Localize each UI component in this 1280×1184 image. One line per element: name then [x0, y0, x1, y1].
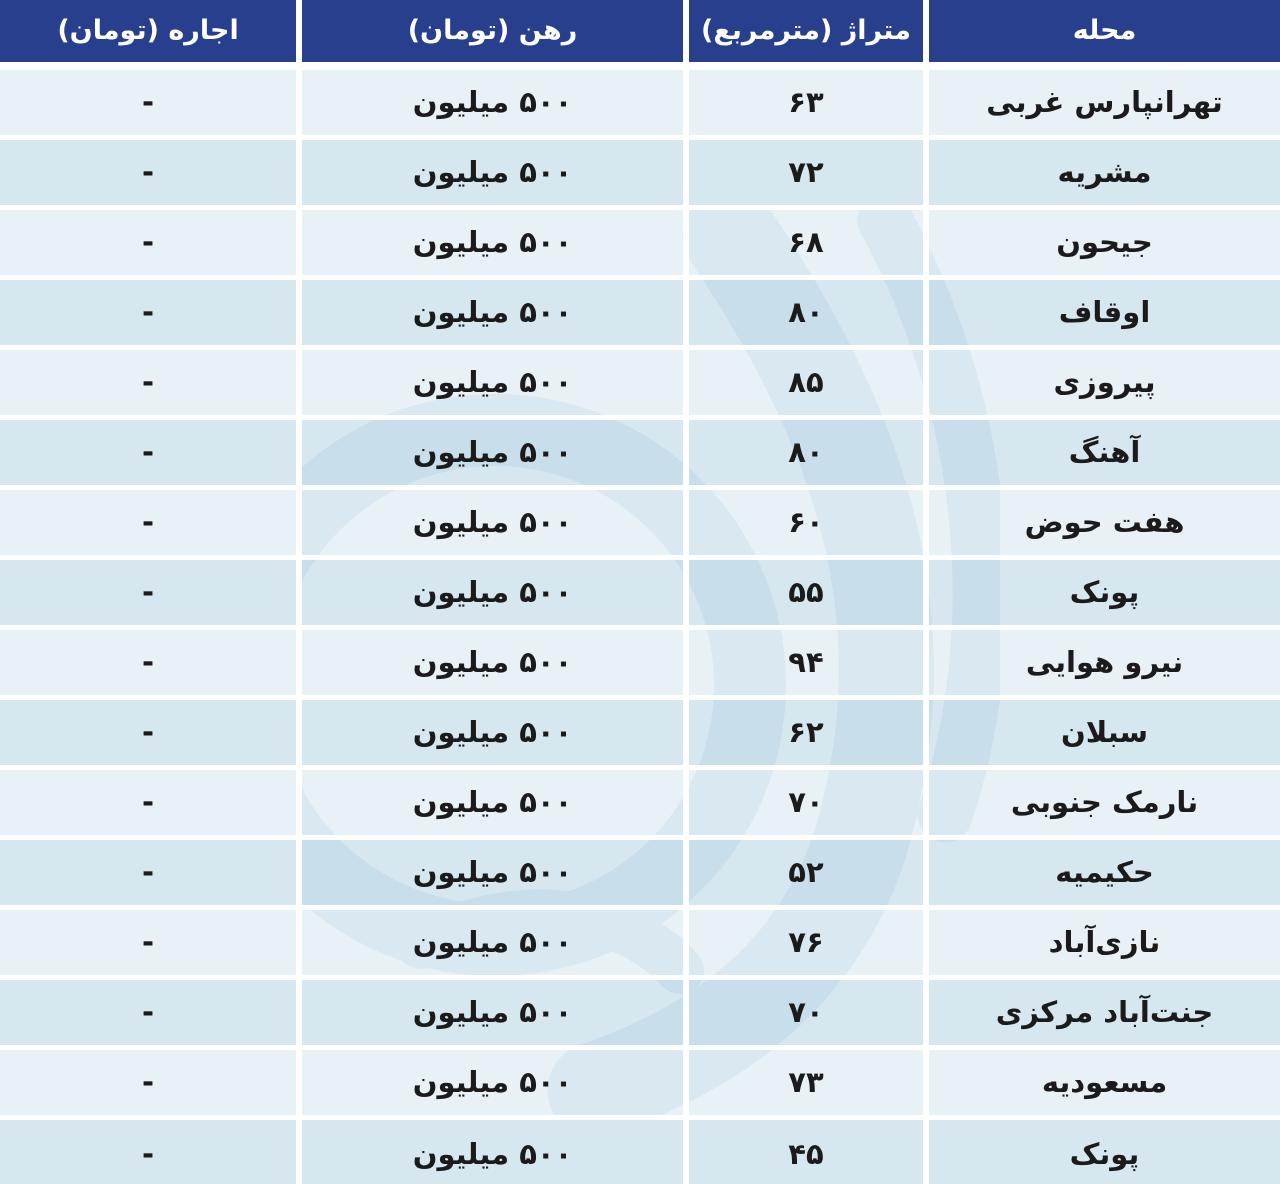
area-cell: ۶۰ — [683, 490, 923, 560]
area-cell: ۸۵ — [683, 350, 923, 420]
area-cell: ۹۴ — [683, 630, 923, 700]
deposit-cell: ۵۰۰ میلیون — [296, 490, 683, 560]
neighborhood-cell: مسعودیه — [923, 1050, 1280, 1120]
column-header-deposit: رهن (تومان) — [296, 0, 683, 67]
neighborhood-cell: مشریه — [923, 140, 1280, 210]
neighborhood-cell: پونک — [923, 1120, 1280, 1184]
area-cell: ۴۵ — [683, 1120, 923, 1184]
neighborhood-cell: اوقاف — [923, 280, 1280, 350]
area-cell: ۸۰ — [683, 280, 923, 350]
rent-cell: - — [0, 840, 296, 910]
column-header-area: متراژ (مترمربع) — [683, 0, 923, 67]
neighborhood-cell: پونک — [923, 560, 1280, 630]
rent-cell: - — [0, 1050, 296, 1120]
neighborhood-cell: نارمک جنوبی — [923, 770, 1280, 840]
rent-cell: - — [0, 700, 296, 770]
rent-cell: - — [0, 980, 296, 1050]
rent-cell: - — [0, 770, 296, 840]
deposit-cell: ۵۰۰ میلیون — [296, 420, 683, 490]
area-cell: ۵۲ — [683, 840, 923, 910]
neighborhood-cell: هفت حوض — [923, 490, 1280, 560]
deposit-cell: ۵۰۰ میلیون — [296, 840, 683, 910]
column-header-neighborhood: محله — [923, 0, 1280, 67]
area-cell: ۶۲ — [683, 700, 923, 770]
deposit-cell: ۵۰۰ میلیون — [296, 350, 683, 420]
area-cell: ۶۳ — [683, 70, 923, 140]
neighborhood-cell: سبلان — [923, 700, 1280, 770]
deposit-cell: ۵۰۰ میلیون — [296, 140, 683, 210]
rent-cell: - — [0, 910, 296, 980]
deposit-cell: ۵۰۰ میلیون — [296, 980, 683, 1050]
deposit-cell: ۵۰۰ میلیون — [296, 560, 683, 630]
rent-cell: - — [0, 560, 296, 630]
area-cell: ۵۵ — [683, 560, 923, 630]
neighborhood-cell: جنت‌آباد مرکزی — [923, 980, 1280, 1050]
deposit-cell: ۵۰۰ میلیون — [296, 1120, 683, 1184]
neighborhood-cell: حکیمیه — [923, 840, 1280, 910]
area-cell: ۷۰ — [683, 980, 923, 1050]
neighborhood-cell: تهرانپارس غربی — [923, 70, 1280, 140]
rent-cell: - — [0, 140, 296, 210]
deposit-cell: ۵۰۰ میلیون — [296, 280, 683, 350]
neighborhood-cell: نازی‌آباد — [923, 910, 1280, 980]
area-cell: ۷۲ — [683, 140, 923, 210]
neighborhood-cell: پیروزی — [923, 350, 1280, 420]
deposit-cell: ۵۰۰ میلیون — [296, 70, 683, 140]
area-cell: ۷۶ — [683, 910, 923, 980]
neighborhood-cell: آهنگ — [923, 420, 1280, 490]
area-cell: ۸۰ — [683, 420, 923, 490]
rent-cell: - — [0, 630, 296, 700]
neighborhood-cell: نیرو هوایی — [923, 630, 1280, 700]
column-header-rent: اجاره (تومان) — [0, 0, 296, 67]
rent-cell: - — [0, 350, 296, 420]
rent-cell: - — [0, 210, 296, 280]
deposit-cell: ۵۰۰ میلیون — [296, 1050, 683, 1120]
rent-cell: - — [0, 1120, 296, 1184]
deposit-cell: ۵۰۰ میلیون — [296, 210, 683, 280]
deposit-cell: ۵۰۰ میلیون — [296, 910, 683, 980]
rent-cell: - — [0, 420, 296, 490]
rent-cell: - — [0, 70, 296, 140]
rent-cell: - — [0, 490, 296, 560]
deposit-cell: ۵۰۰ میلیون — [296, 700, 683, 770]
neighborhood-cell: جیحون — [923, 210, 1280, 280]
area-cell: ۶۸ — [683, 210, 923, 280]
rent-cell: - — [0, 280, 296, 350]
deposit-cell: ۵۰۰ میلیون — [296, 770, 683, 840]
deposit-cell: ۵۰۰ میلیون — [296, 630, 683, 700]
area-cell: ۷۳ — [683, 1050, 923, 1120]
area-cell: ۷۰ — [683, 770, 923, 840]
